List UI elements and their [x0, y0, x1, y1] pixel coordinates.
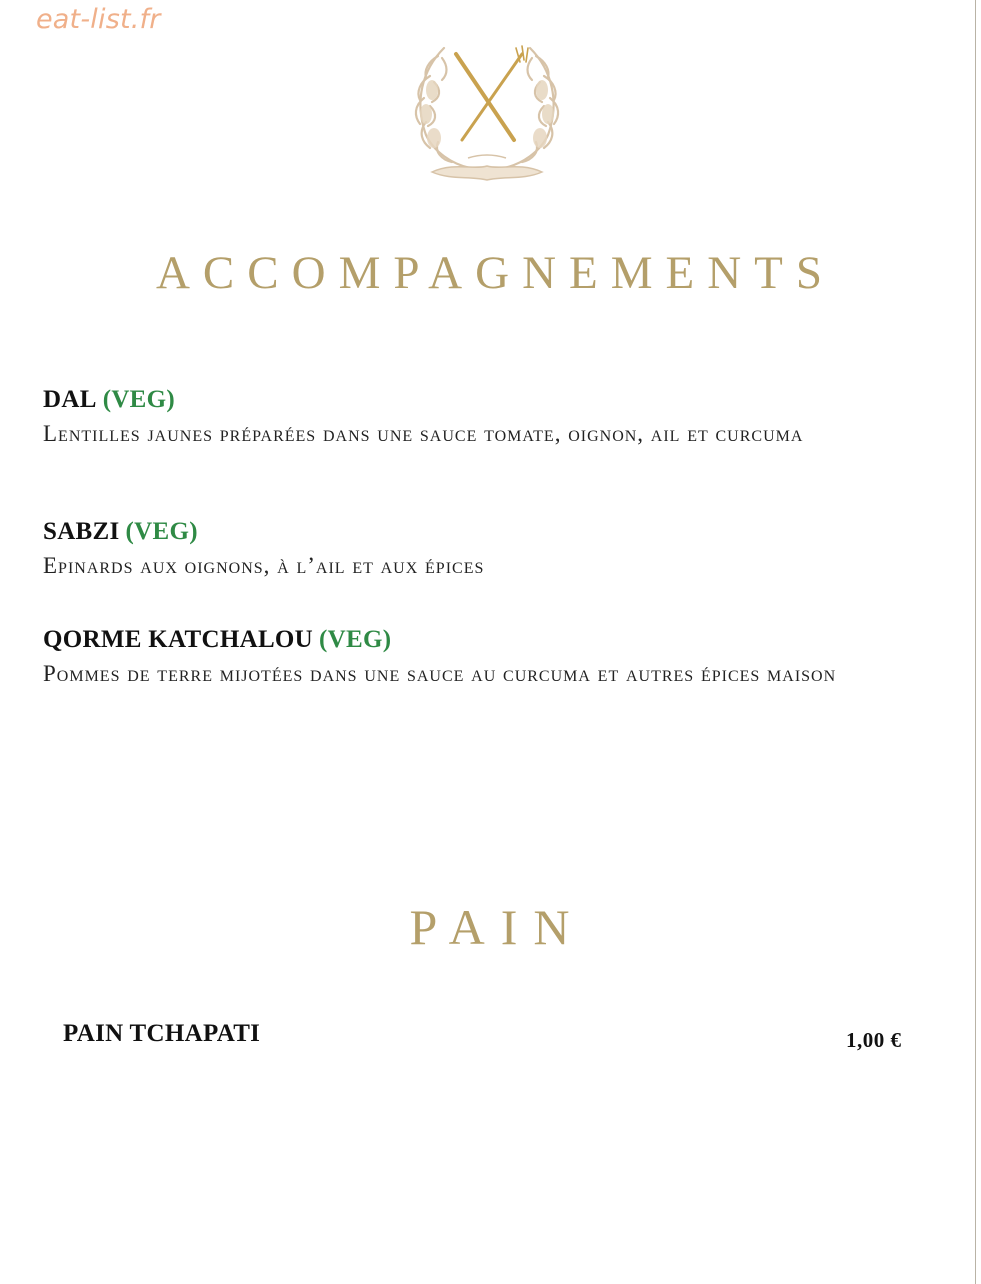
section-title-pain: PAIN: [409, 899, 586, 955]
item-name: [43, 625, 943, 655]
veg-tag: (VEG): [319, 626, 392, 653]
menu-item: [43, 385, 943, 450]
menu-item: [43, 625, 943, 690]
veg-tag: (VEG): [102, 386, 176, 413]
menu-item: [43, 517, 943, 582]
bread-item-price: 1,00 €: [846, 1028, 902, 1052]
veg-tag: (VEG): [125, 518, 198, 545]
item-name-text: SABZI: [43, 518, 120, 545]
item-name: [43, 385, 943, 415]
item-description: Pommes de terre mijotées dans une sauce au curcuma et autres épices maison: [43, 661, 837, 686]
item-name-text: DAL: [43, 386, 97, 413]
crossed-fork-knife-wreath-icon: [404, 40, 570, 190]
item-description: Lentilles jaunes préparées dans une sauce tomate, oignon, ail et curcuma: [43, 421, 804, 446]
bread-item-name: PAIN TCHAPATI: [63, 1020, 261, 1047]
section-title-accompagnements: ACCOMPAGNEMENTS: [155, 247, 836, 299]
item-description: Epinards aux oignons, à l’ail et aux épices: [43, 553, 485, 578]
item-name: [43, 517, 943, 547]
watermark: eat-list.fr: [36, 4, 161, 35]
item-name-text: QORME KATCHALOU: [43, 626, 314, 653]
restaurant-logo: [404, 40, 570, 190]
page-edge-line: [975, 0, 976, 1284]
